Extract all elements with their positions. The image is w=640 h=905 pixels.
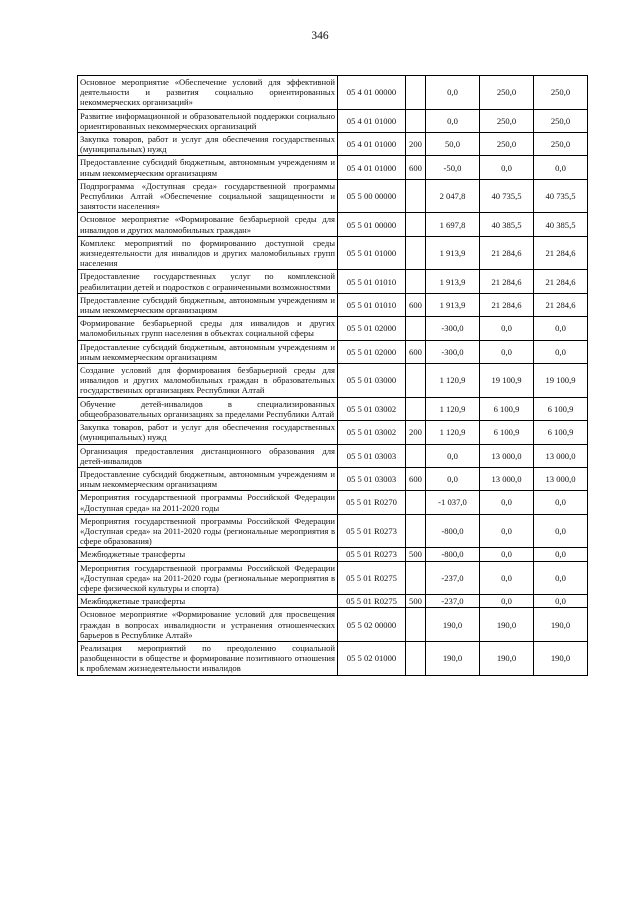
- amount-2018-change-cell: 50,0: [426, 133, 480, 156]
- amount-2019-cell: 250,0: [480, 109, 534, 132]
- table-row: [78, 317, 588, 340]
- expense-type-code-cell: [406, 270, 426, 293]
- target-article-code-cell: 05 4 01 01000: [338, 133, 406, 156]
- target-article-code-cell: 05 5 01 R0275: [338, 595, 406, 608]
- row-name-cell: Мероприятия государственной программы Российской Федерации «Доступная среда» на 2011-2020 годы (региональные мероприятия в сфере образования): [78, 514, 338, 548]
- expense-type-code-cell: [406, 397, 426, 420]
- amount-2018-change-cell: 2 047,8: [426, 179, 480, 213]
- target-article-code-cell: 05 5 02 01000: [338, 641, 406, 675]
- amount-2019-cell: 21 284,6: [480, 236, 534, 270]
- amount-2020-cell: 0,0: [534, 491, 588, 514]
- expense-type-code-cell: [406, 641, 426, 675]
- amount-2020-cell: 19 100,9: [534, 364, 588, 398]
- expense-type-code-cell: [406, 317, 426, 340]
- row-name-cell: Основное мероприятие «Формирование условий для просвещения граждан в вопросах инвалидности и устранения отношенческих барьеров в Республике Алтай»: [78, 608, 338, 642]
- table-row: [78, 467, 588, 490]
- amount-2019-cell: 21 284,6: [480, 270, 534, 293]
- table-row: [78, 133, 588, 156]
- amount-2019-cell: 0,0: [480, 561, 534, 595]
- amount-2020-cell: 40 385,5: [534, 213, 588, 236]
- target-article-code-cell: 05 5 01 01000: [338, 236, 406, 270]
- row-name-cell: Подпрограмма «Доступная среда» государственной программы Республики Алтай «Обеспечение социальной защищенности и занятости населения»: [78, 179, 338, 213]
- amount-2020-cell: 21 284,6: [534, 270, 588, 293]
- target-article-code-cell: 05 5 01 02000: [338, 340, 406, 363]
- target-article-code-cell: 05 5 01 R0273: [338, 548, 406, 561]
- amount-2019-cell: 190,0: [480, 608, 534, 642]
- amount-2018-change-cell: -1 037,0: [426, 491, 480, 514]
- table-row: [78, 213, 588, 236]
- target-article-code-cell: 05 5 01 03003: [338, 467, 406, 490]
- table-row: [78, 179, 588, 213]
- amount-2019-cell: 0,0: [480, 595, 534, 608]
- table-row: [78, 548, 588, 561]
- amount-2018-change-cell: 1 120,9: [426, 397, 480, 420]
- target-article-code-cell: 05 4 01 01000: [338, 109, 406, 132]
- row-name-cell: Предоставление государственных услуг по комплексной реабилитации детей и подростков с ограниченными возможностями: [78, 270, 338, 293]
- amount-2018-change-cell: -300,0: [426, 317, 480, 340]
- table-row: [78, 293, 588, 316]
- table-row: [78, 595, 588, 608]
- amount-2020-cell: 0,0: [534, 595, 588, 608]
- target-article-code-cell: 05 5 01 02000: [338, 317, 406, 340]
- expense-type-code-cell: 600: [406, 293, 426, 316]
- target-article-code-cell: 05 4 01 01000: [338, 156, 406, 179]
- table-row: [78, 561, 588, 595]
- amount-2019-cell: 0,0: [480, 514, 534, 548]
- expense-type-code-cell: [406, 561, 426, 595]
- amount-2019-cell: 6 100,9: [480, 397, 534, 420]
- row-name-cell: Комплекс мероприятий по формированию доступной среды жизнедеятельности для инвалидов и других маломобильных групп населения: [78, 236, 338, 270]
- amount-2020-cell: 6 100,9: [534, 421, 588, 444]
- amount-2019-cell: 0,0: [480, 548, 534, 561]
- page-number: 346: [311, 30, 329, 42]
- row-name-cell: Предоставление субсидий бюджетным, автономным учреждениям и иным некоммерческим организациям: [78, 340, 338, 363]
- row-name-cell: Мероприятия государственной программы Российской Федерации «Доступная среда» на 2011-2020 годы: [78, 491, 338, 514]
- expense-type-code-cell: 500: [406, 548, 426, 561]
- amount-2018-change-cell: -800,0: [426, 514, 480, 548]
- amount-2018-change-cell: 1 120,9: [426, 364, 480, 398]
- table-row: [78, 109, 588, 132]
- target-article-code-cell: 05 5 01 03002: [338, 421, 406, 444]
- amount-2018-change-cell: -237,0: [426, 595, 480, 608]
- amount-2019-cell: 0,0: [480, 491, 534, 514]
- amount-2018-change-cell: 0,0: [426, 109, 480, 132]
- row-name-cell: Организация предоставления дистанционного образования для детей-инвалидов: [78, 444, 338, 467]
- expense-type-code-cell: [406, 364, 426, 398]
- expense-type-code-cell: 600: [406, 156, 426, 179]
- target-article-code-cell: 05 5 01 01010: [338, 270, 406, 293]
- row-name-cell: Мероприятия государственной программы Российской Федерации «Доступная среда» на 2011-2020 годы (региональные мероприятия в сфере физической культуры и спорта): [78, 561, 338, 595]
- expense-type-code-cell: 200: [406, 133, 426, 156]
- amount-2020-cell: 13 000,0: [534, 467, 588, 490]
- amount-2020-cell: 250,0: [534, 133, 588, 156]
- amount-2018-change-cell: 0,0: [426, 467, 480, 490]
- amount-2019-cell: 0,0: [480, 317, 534, 340]
- row-name-cell: Основное мероприятие «Формирование безбарьерной среды для инвалидов и других маломобильных граждан»: [78, 213, 338, 236]
- expense-type-code-cell: [406, 109, 426, 132]
- row-name-cell: Межбюджетные трансферты: [78, 548, 338, 561]
- table-row: [78, 397, 588, 420]
- expense-type-code-cell: [406, 213, 426, 236]
- amount-2019-cell: 250,0: [480, 76, 534, 110]
- amount-2018-change-cell: 1 697,8: [426, 213, 480, 236]
- amount-2018-change-cell: -237,0: [426, 561, 480, 595]
- row-name-cell: Основное мероприятие «Обеспечение условий для эффективной деятельности и развития социально ориентированных некоммерческих организаций»: [78, 76, 338, 110]
- amount-2018-change-cell: -800,0: [426, 548, 480, 561]
- amount-2019-cell: 0,0: [480, 340, 534, 363]
- amount-2019-cell: 21 284,6: [480, 293, 534, 316]
- amount-2018-change-cell: 1 120,9: [426, 421, 480, 444]
- amount-2019-cell: 190,0: [480, 641, 534, 675]
- row-name-cell: Закупка товаров, работ и услуг для обеспечения государственных (муниципальных) нужд: [78, 133, 338, 156]
- amount-2018-change-cell: 1 913,9: [426, 293, 480, 316]
- table-row: [78, 491, 588, 514]
- amount-2019-cell: 40 735,5: [480, 179, 534, 213]
- table-row: [78, 364, 588, 398]
- amount-2020-cell: 0,0: [534, 548, 588, 561]
- expense-type-code-cell: 600: [406, 467, 426, 490]
- target-article-code-cell: 05 5 01 R0273: [338, 514, 406, 548]
- budget-table-body: [78, 76, 588, 676]
- table-row: [78, 340, 588, 363]
- amount-2020-cell: 0,0: [534, 317, 588, 340]
- target-article-code-cell: 05 5 00 00000: [338, 179, 406, 213]
- amount-2020-cell: 13 000,0: [534, 444, 588, 467]
- amount-2018-change-cell: 1 913,9: [426, 270, 480, 293]
- target-article-code-cell: 05 5 01 R0275: [338, 561, 406, 595]
- amount-2019-cell: 6 100,9: [480, 421, 534, 444]
- amount-2020-cell: 190,0: [534, 608, 588, 642]
- row-name-cell: Закупка товаров, работ и услуг для обеспечения государственных (муниципальных) нужд: [78, 421, 338, 444]
- target-article-code-cell: 05 5 01 R0270: [338, 491, 406, 514]
- row-name-cell: Формирование безбарьерной среды для инвалидов и других маломобильных групп населения в объектах социальной сферы: [78, 317, 338, 340]
- amount-2020-cell: 6 100,9: [534, 397, 588, 420]
- target-article-code-cell: 05 5 01 03000: [338, 364, 406, 398]
- amount-2020-cell: 40 735,5: [534, 179, 588, 213]
- target-article-code-cell: 05 4 01 00000: [338, 76, 406, 110]
- amount-2020-cell: 190,0: [534, 641, 588, 675]
- row-name-cell: Обучение детей-инвалидов в специализированных общеобразовательных организациях за пределами Республики Алтай: [78, 397, 338, 420]
- table-row: [78, 270, 588, 293]
- expense-type-code-cell: 600: [406, 340, 426, 363]
- table-row: [78, 444, 588, 467]
- amount-2020-cell: 0,0: [534, 514, 588, 548]
- amount-2020-cell: 0,0: [534, 340, 588, 363]
- amount-2019-cell: 40 385,5: [480, 213, 534, 236]
- table-row: [78, 641, 588, 675]
- amount-2020-cell: 0,0: [534, 156, 588, 179]
- target-article-code-cell: 05 5 02 00000: [338, 608, 406, 642]
- row-name-cell: Развитие информационной и образовательной поддержки социально ориентированных некоммерческих организаций: [78, 109, 338, 132]
- target-article-code-cell: 05 5 01 03003: [338, 444, 406, 467]
- target-article-code-cell: 05 5 01 03002: [338, 397, 406, 420]
- amount-2018-change-cell: 0,0: [426, 76, 480, 110]
- amount-2020-cell: 250,0: [534, 109, 588, 132]
- row-name-cell: Создание условий для формирования безбарьерной среды для инвалидов и других маломобильных граждан в образовательных государственных организациях Республики Алтай: [78, 364, 338, 398]
- amount-2020-cell: 0,0: [534, 561, 588, 595]
- expense-type-code-cell: [406, 491, 426, 514]
- amount-2019-cell: 13 000,0: [480, 444, 534, 467]
- amount-2018-change-cell: 1 913,9: [426, 236, 480, 270]
- table-row: [78, 608, 588, 642]
- table-row: [78, 421, 588, 444]
- expense-type-code-cell: [406, 608, 426, 642]
- amount-2020-cell: 250,0: [534, 76, 588, 110]
- amount-2018-change-cell: -50,0: [426, 156, 480, 179]
- row-name-cell: Предоставление субсидий бюджетным, автономным учреждениям и иным некоммерческим организациям: [78, 467, 338, 490]
- amount-2018-change-cell: 0,0: [426, 444, 480, 467]
- expense-type-code-cell: 500: [406, 595, 426, 608]
- amount-2020-cell: 21 284,6: [534, 236, 588, 270]
- amount-2018-change-cell: 190,0: [426, 608, 480, 642]
- amount-2019-cell: 13 000,0: [480, 467, 534, 490]
- row-name-cell: Предоставление субсидий бюджетным, автономным учреждениям и иным некоммерческим организациям: [78, 156, 338, 179]
- expense-type-code-cell: [406, 76, 426, 110]
- target-article-code-cell: 05 5 01 01010: [338, 293, 406, 316]
- expense-type-code-cell: [406, 236, 426, 270]
- row-name-cell: Предоставление субсидий бюджетным, автономным учреждениям и иным некоммерческим организациям: [78, 293, 338, 316]
- table-row: [78, 514, 588, 548]
- table-row: [78, 156, 588, 179]
- table-row: [78, 76, 588, 110]
- amount-2020-cell: 21 284,6: [534, 293, 588, 316]
- row-name-cell: Межбюджетные трансферты: [78, 595, 338, 608]
- amount-2019-cell: 19 100,9: [480, 364, 534, 398]
- amount-2018-change-cell: -300,0: [426, 340, 480, 363]
- expense-type-code-cell: 200: [406, 421, 426, 444]
- budget-table: [77, 75, 588, 676]
- target-article-code-cell: 05 5 01 00000: [338, 213, 406, 236]
- expense-type-code-cell: [406, 514, 426, 548]
- amount-2018-change-cell: 190,0: [426, 641, 480, 675]
- row-name-cell: Реализация мероприятий по преодолению социальной разобщенности в обществе и формирование позитивного отношения к проблемам жизнедеятельности инвалидов: [78, 641, 338, 675]
- table-row: [78, 236, 588, 270]
- expense-type-code-cell: [406, 444, 426, 467]
- amount-2019-cell: 0,0: [480, 156, 534, 179]
- amount-2019-cell: 250,0: [480, 133, 534, 156]
- expense-type-code-cell: [406, 179, 426, 213]
